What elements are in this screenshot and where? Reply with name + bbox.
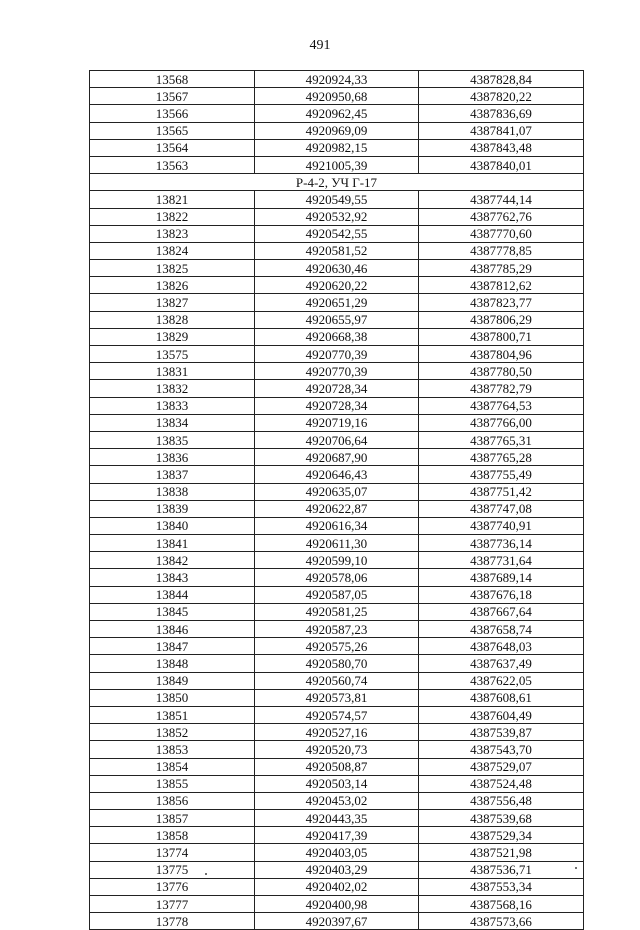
table-row	[90, 810, 584, 827]
table-row	[90, 552, 584, 569]
y-coordinate-cell: 4387731,64	[419, 552, 584, 569]
x-coordinate-cell: 4920668,38	[255, 328, 419, 345]
point-number-cell: 13834	[90, 414, 255, 431]
point-number-cell: 13828	[90, 311, 255, 328]
point-number-cell: 13854	[90, 758, 255, 775]
point-number-cell: 13565	[90, 122, 255, 139]
x-coordinate-cell: 4920527,16	[255, 724, 419, 741]
x-coordinate-cell: 4920630,46	[255, 260, 419, 277]
x-coordinate-cell: 4920962,45	[255, 105, 419, 122]
x-coordinate-cell: 4920950,68	[255, 88, 419, 105]
y-coordinate-cell: 4387840,01	[419, 156, 584, 173]
y-coordinate-cell: 4387780,50	[419, 363, 584, 380]
y-coordinate-cell: 4387828,84	[419, 71, 584, 88]
table-row	[90, 294, 584, 311]
point-number-cell: 13567	[90, 88, 255, 105]
x-coordinate-cell: 4920622,87	[255, 500, 419, 517]
point-number-cell: 13837	[90, 466, 255, 483]
y-coordinate-cell: 4387785,29	[419, 260, 584, 277]
x-coordinate-cell: 4920580,70	[255, 655, 419, 672]
x-coordinate-cell: 4920687,90	[255, 449, 419, 466]
table-row	[90, 380, 584, 397]
x-coordinate-cell: 4920560,74	[255, 672, 419, 689]
point-number-cell: 13839	[90, 500, 255, 517]
point-number-cell: 13832	[90, 380, 255, 397]
point-number-cell: 13858	[90, 827, 255, 844]
point-number-cell: 13838	[90, 483, 255, 500]
x-coordinate-cell: 4920599,10	[255, 552, 419, 569]
x-coordinate-cell: 4920397,67	[255, 913, 419, 930]
table-row	[90, 500, 584, 517]
point-number-cell: 13847	[90, 638, 255, 655]
point-number-cell: 13822	[90, 208, 255, 225]
y-coordinate-cell: 4387553,34	[419, 878, 584, 895]
point-number-cell: 13851	[90, 706, 255, 723]
x-coordinate-cell: 4921005,39	[255, 156, 419, 173]
y-coordinate-cell: 4387667,64	[419, 603, 584, 620]
table-row	[90, 706, 584, 723]
x-coordinate-cell: 4920581,52	[255, 242, 419, 259]
x-coordinate-cell: 4920402,02	[255, 878, 419, 895]
y-coordinate-cell: 4387841,07	[419, 122, 584, 139]
point-number-cell: 13845	[90, 603, 255, 620]
y-coordinate-cell: 4387608,61	[419, 689, 584, 706]
y-coordinate-cell: 4387812,62	[419, 277, 584, 294]
y-coordinate-cell: 4387539,68	[419, 810, 584, 827]
x-coordinate-cell: 4920403,05	[255, 844, 419, 861]
x-coordinate-cell: 4920453,02	[255, 792, 419, 809]
y-coordinate-cell: 4387676,18	[419, 586, 584, 603]
point-number-cell: 13842	[90, 552, 255, 569]
table-row	[90, 603, 584, 620]
table-row	[90, 466, 584, 483]
table-row	[90, 586, 584, 603]
table-row	[90, 88, 584, 105]
table-row	[90, 328, 584, 345]
x-coordinate-cell: 4920587,05	[255, 586, 419, 603]
x-coordinate-cell: 4920503,14	[255, 775, 419, 792]
y-coordinate-cell: 4387648,03	[419, 638, 584, 655]
table-row	[90, 741, 584, 758]
point-number-cell: 13855	[90, 775, 255, 792]
table-row	[90, 431, 584, 448]
x-coordinate-cell: 4920924,33	[255, 71, 419, 88]
y-coordinate-cell: 4387751,42	[419, 483, 584, 500]
x-coordinate-cell: 4920542,55	[255, 225, 419, 242]
point-number-cell: 13566	[90, 105, 255, 122]
y-coordinate-cell: 4387770,60	[419, 225, 584, 242]
x-coordinate-cell: 4920587,23	[255, 621, 419, 638]
y-coordinate-cell: 4387782,79	[419, 380, 584, 397]
y-coordinate-cell: 4387736,14	[419, 535, 584, 552]
y-coordinate-cell: 4387604,49	[419, 706, 584, 723]
point-number-cell: 13843	[90, 569, 255, 586]
table-body-before	[90, 71, 584, 174]
y-coordinate-cell: 4387766,00	[419, 414, 584, 431]
section-header-cell: Р-4-2, УЧ Г-17	[90, 174, 584, 191]
x-coordinate-cell: 4920417,39	[255, 827, 419, 844]
table-row	[90, 71, 584, 88]
y-coordinate-cell: 4387744,14	[419, 191, 584, 208]
point-number-cell: 13833	[90, 397, 255, 414]
y-coordinate-cell: 4387524,48	[419, 775, 584, 792]
x-coordinate-cell: 4920969,09	[255, 122, 419, 139]
table-row	[90, 122, 584, 139]
x-coordinate-cell: 4920770,39	[255, 363, 419, 380]
x-coordinate-cell: 4920573,81	[255, 689, 419, 706]
point-number-cell: 13856	[90, 792, 255, 809]
y-coordinate-cell: 4387529,34	[419, 827, 584, 844]
table-row	[90, 105, 584, 122]
coordinates-table	[89, 70, 584, 930]
scan-speck	[575, 867, 577, 869]
y-coordinate-cell: 4387806,29	[419, 311, 584, 328]
point-number-cell: 13835	[90, 431, 255, 448]
x-coordinate-cell: 4920443,35	[255, 810, 419, 827]
x-coordinate-cell: 4920728,34	[255, 397, 419, 414]
y-coordinate-cell: 4387778,85	[419, 242, 584, 259]
y-coordinate-cell: 4387622,05	[419, 672, 584, 689]
x-coordinate-cell: 4920646,43	[255, 466, 419, 483]
x-coordinate-cell: 4920635,07	[255, 483, 419, 500]
table-row	[90, 535, 584, 552]
x-coordinate-cell: 4920575,26	[255, 638, 419, 655]
y-coordinate-cell: 4387755,49	[419, 466, 584, 483]
point-number-cell: 13568	[90, 71, 255, 88]
point-number-cell: 13774	[90, 844, 255, 861]
scan-speck	[205, 873, 207, 875]
table-row	[90, 861, 584, 878]
point-number-cell: 13775	[90, 861, 255, 878]
y-coordinate-cell: 4387529,07	[419, 758, 584, 775]
point-number-cell: 13857	[90, 810, 255, 827]
x-coordinate-cell: 4920982,15	[255, 139, 419, 156]
table-row	[90, 242, 584, 259]
point-number-cell: 13825	[90, 260, 255, 277]
point-number-cell: 13564	[90, 139, 255, 156]
x-coordinate-cell: 4920655,97	[255, 311, 419, 328]
y-coordinate-cell: 4387823,77	[419, 294, 584, 311]
table-row	[90, 191, 584, 208]
point-number-cell: 13844	[90, 586, 255, 603]
table-row	[90, 775, 584, 792]
table-row	[90, 311, 584, 328]
point-number-cell: 13821	[90, 191, 255, 208]
point-number-cell: 13840	[90, 517, 255, 534]
point-number-cell: 13826	[90, 277, 255, 294]
point-number-cell: 13831	[90, 363, 255, 380]
point-number-cell: 13827	[90, 294, 255, 311]
x-coordinate-cell: 4920520,73	[255, 741, 419, 758]
table-row	[90, 517, 584, 534]
y-coordinate-cell: 4387836,69	[419, 105, 584, 122]
table-row	[90, 260, 584, 277]
y-coordinate-cell: 4387536,71	[419, 861, 584, 878]
x-coordinate-cell: 4920719,16	[255, 414, 419, 431]
table-row	[90, 672, 584, 689]
y-coordinate-cell: 4387740,91	[419, 517, 584, 534]
y-coordinate-cell: 4387568,16	[419, 896, 584, 913]
point-number-cell: 13836	[90, 449, 255, 466]
table-row	[90, 689, 584, 706]
table-row	[90, 758, 584, 775]
table-row	[90, 483, 584, 500]
table-row	[90, 346, 584, 363]
y-coordinate-cell: 4387765,28	[419, 449, 584, 466]
table-row	[90, 569, 584, 586]
point-number-cell: 13846	[90, 621, 255, 638]
x-coordinate-cell: 4920620,22	[255, 277, 419, 294]
x-coordinate-cell: 4920611,30	[255, 535, 419, 552]
table-body-after	[90, 191, 584, 930]
x-coordinate-cell: 4920728,34	[255, 380, 419, 397]
y-coordinate-cell: 4387573,66	[419, 913, 584, 930]
y-coordinate-cell: 4387637,49	[419, 655, 584, 672]
x-coordinate-cell: 4920549,55	[255, 191, 419, 208]
point-number-cell: 13829	[90, 328, 255, 345]
y-coordinate-cell: 4387764,53	[419, 397, 584, 414]
point-number-cell: 13776	[90, 878, 255, 895]
point-number-cell: 13849	[90, 672, 255, 689]
table-row	[90, 844, 584, 861]
y-coordinate-cell: 4387658,74	[419, 621, 584, 638]
y-coordinate-cell: 4387521,98	[419, 844, 584, 861]
table-row	[90, 208, 584, 225]
x-coordinate-cell: 4920578,06	[255, 569, 419, 586]
point-number-cell: 13823	[90, 225, 255, 242]
y-coordinate-cell: 4387820,22	[419, 88, 584, 105]
y-coordinate-cell: 4387543,70	[419, 741, 584, 758]
y-coordinate-cell: 4387765,31	[419, 431, 584, 448]
x-coordinate-cell: 4920403,29	[255, 861, 419, 878]
x-coordinate-cell: 4920706,64	[255, 431, 419, 448]
y-coordinate-cell: 4387556,48	[419, 792, 584, 809]
table-row	[90, 414, 584, 431]
x-coordinate-cell: 4920651,29	[255, 294, 419, 311]
table-row	[90, 913, 584, 930]
table-row	[90, 621, 584, 638]
y-coordinate-cell: 4387800,71	[419, 328, 584, 345]
y-coordinate-cell: 4387843,48	[419, 139, 584, 156]
table-row	[90, 277, 584, 294]
table-row	[90, 655, 584, 672]
table-row	[90, 139, 584, 156]
x-coordinate-cell: 4920574,57	[255, 706, 419, 723]
table-row	[90, 827, 584, 844]
table-row	[90, 878, 584, 895]
x-coordinate-cell: 4920616,34	[255, 517, 419, 534]
page-number: 491	[309, 38, 331, 53]
table-row	[90, 896, 584, 913]
x-coordinate-cell: 4920508,87	[255, 758, 419, 775]
table-row	[90, 397, 584, 414]
point-number-cell: 13852	[90, 724, 255, 741]
table-row	[90, 156, 584, 173]
point-number-cell: 13563	[90, 156, 255, 173]
y-coordinate-cell: 4387762,76	[419, 208, 584, 225]
y-coordinate-cell: 4387804,96	[419, 346, 584, 363]
x-coordinate-cell: 4920770,39	[255, 346, 419, 363]
section-header-row	[90, 174, 584, 191]
table-row	[90, 792, 584, 809]
point-number-cell: 13824	[90, 242, 255, 259]
y-coordinate-cell: 4387747,08	[419, 500, 584, 517]
x-coordinate-cell: 4920581,25	[255, 603, 419, 620]
point-number-cell: 13778	[90, 913, 255, 930]
table-row	[90, 724, 584, 741]
point-number-cell: 13850	[90, 689, 255, 706]
point-number-cell: 13848	[90, 655, 255, 672]
point-number-cell: 13575	[90, 346, 255, 363]
x-coordinate-cell: 4920532,92	[255, 208, 419, 225]
table-row	[90, 638, 584, 655]
point-number-cell: 13841	[90, 535, 255, 552]
x-coordinate-cell: 4920400,98	[255, 896, 419, 913]
point-number-cell: 13777	[90, 896, 255, 913]
y-coordinate-cell: 4387539,87	[419, 724, 584, 741]
table-section-header	[90, 174, 584, 191]
y-coordinate-cell: 4387689,14	[419, 569, 584, 586]
point-number-cell: 13853	[90, 741, 255, 758]
table-row	[90, 363, 584, 380]
table-row	[90, 449, 584, 466]
table-row	[90, 225, 584, 242]
